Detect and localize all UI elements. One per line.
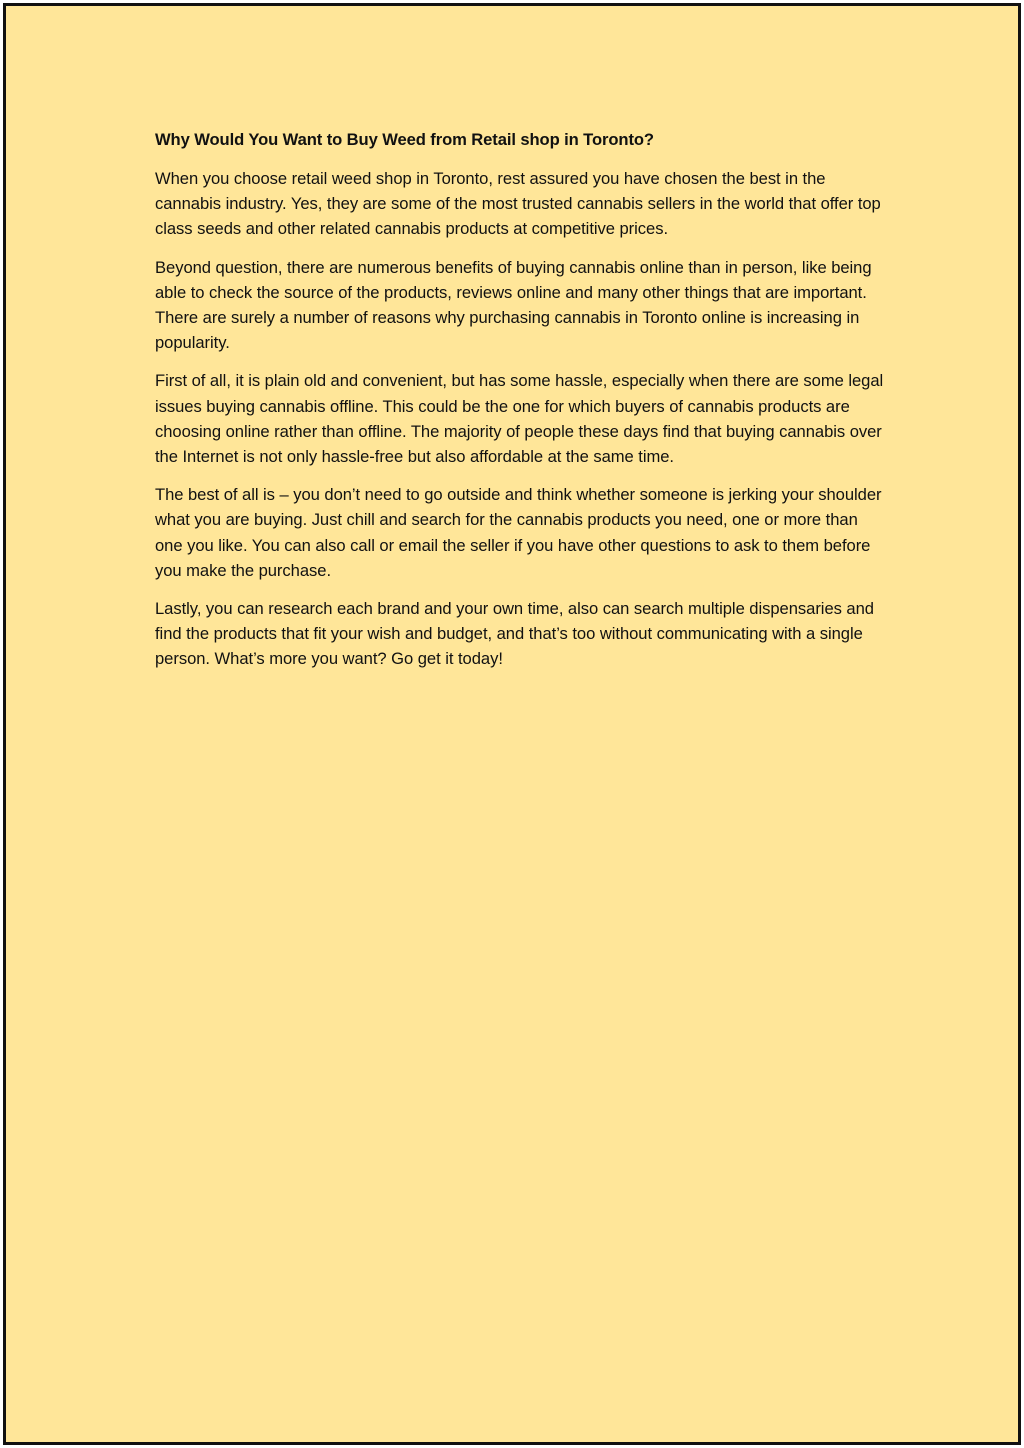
paragraph-convenience: First of all, it is plain old and convenient, but has some hassle, especially when there are some legal issues buying cannabis offline. This could be the one for which buyers of cannabis products are choosing online rather than offline. The majority of people these days find that buying cannabis over the Internet is not only hassle-free but also affordable at the same time. bbox=[155, 371, 884, 467]
document-page bbox=[3, 3, 1021, 1445]
article-body bbox=[155, 127, 885, 685]
paragraph-privacy: The best of all is – you don’t need to go outside and think whether someone is jerking your shoulder what you are buying. Just chill and search for the cannabis products you need, one or more than one you like. You can also call or email the seller if you have other questions to ask to them before you make the purchase. bbox=[155, 485, 882, 580]
paragraph-conclusion: Lastly, you can research each brand and your own time, also can search multiple dispensaries and find the products that fit your wish and budget, and that’s too without communicating with a single person. What’s more you want? Go get it today! bbox=[155, 599, 874, 669]
article-title: Why Would You Want to Buy Weed from Retail shop in Toronto? bbox=[155, 130, 654, 149]
paragraph-benefits: Beyond question, there are numerous benefits of buying cannabis online than in person, like being able to check the source of the products, reviews online and many other things that are important. There are surely a number of reasons why purchasing cannabis in Toronto online is increasing in popularity. bbox=[155, 257, 872, 353]
paragraph-intro: When you choose retail weed shop in Toronto, rest assured you have chosen the best in the cannabis industry. Yes, they are some of the most trusted cannabis sellers in the world that offer top class seeds and other related cannabis products at competitive prices. bbox=[155, 169, 881, 239]
